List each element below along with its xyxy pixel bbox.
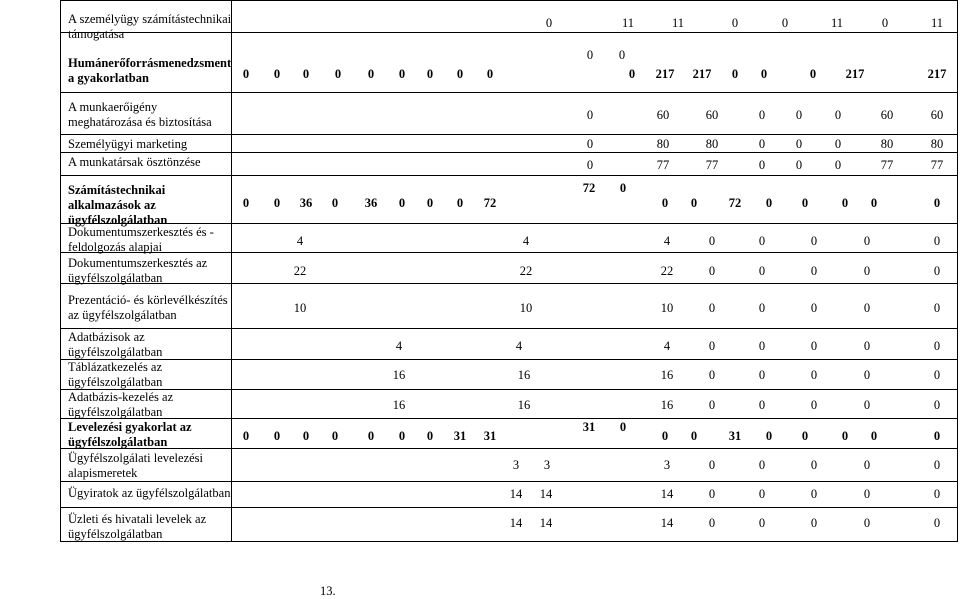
cell-value: 0 [810,458,818,472]
cell-value: 77 [705,158,719,172]
cell-value: 0 [810,339,818,353]
cell-value: 14 [660,516,674,530]
row-label: A munkatársak ösztönzése [68,155,201,169]
cell-value: 60 [930,108,944,122]
cell-value: 3 [543,458,551,472]
cell-value: 0 [708,368,716,382]
cell-value: 0 [586,108,594,122]
cell-value: 0 [273,196,281,210]
table-edge [957,481,958,507]
cell-value: 0 [834,108,842,122]
cell-value: 0 [619,181,627,195]
table-edge [957,252,958,283]
table-edge [957,283,958,328]
cell-value: 3 [663,458,671,472]
cell-value: 0 [302,429,310,443]
cell-value: 0 [273,429,281,443]
row-label: Adatbázis-kezelés az ügyfélszolgálatban [68,390,174,419]
cell-value: 0 [795,108,803,122]
cell-value: 0 [708,398,716,412]
cell-value: 0 [801,196,809,210]
cell-value: 72 [582,181,596,195]
cell-value: 0 [708,339,716,353]
row-label: Számítástechnikai alkalmazások az ügyfélszolgálatban [68,183,168,227]
cell-value: 0 [810,368,818,382]
table-edge [957,328,958,359]
cell-value: 4 [515,339,523,353]
row-label: Levelezési gyakorlat az ügyfélszolgálatban [68,420,192,449]
cell-value: 0 [834,137,842,151]
row-label: Ügyfélszolgálati levelezési alapismeretek [68,451,204,480]
cell-value: 14 [539,487,553,501]
cell-value: 11 [830,16,844,30]
cell-value: 0 [933,516,941,530]
cell-value: 0 [708,516,716,530]
cell-value: 0 [758,137,766,151]
cell-value: 16 [660,398,674,412]
cell-value: 0 [810,398,818,412]
cell-value: 0 [933,196,941,210]
cell-value: 4 [296,234,304,248]
cell-value: 0 [758,398,766,412]
cell-value: 11 [671,16,685,30]
table-edge [957,92,958,134]
cell-value: 0 [933,487,941,501]
cell-value: 0 [586,137,594,151]
row-label: Személyügyi marketing [68,137,188,151]
cell-value: 22 [519,264,533,278]
cell-value: 0 [331,429,339,443]
cell-value: 3 [512,458,520,472]
cell-value: 0 [708,458,716,472]
table-edge [957,152,958,175]
cell-value: 0 [781,16,789,30]
cell-value: 4 [663,339,671,353]
cell-value: 0 [731,67,739,81]
row-label: Dokumentumszerkesztés az ügyfélszolgálatban [68,256,208,285]
cell-value: 0 [863,516,871,530]
page-number: 13. [320,584,336,598]
row-label: Ügyiratok az ügyfélszolgálatban [68,486,231,500]
cell-value: 31 [483,429,497,443]
cell-value: 16 [517,398,531,412]
cell-value: 0 [398,429,406,443]
cell-value: 36 [364,196,378,210]
cell-value: 0 [795,158,803,172]
cell-value: 0 [331,196,339,210]
cell-value: 11 [930,16,944,30]
cell-value: 10 [660,301,674,315]
cell-value: 0 [863,368,871,382]
cell-value: 77 [930,158,944,172]
table-edge [957,134,958,152]
cell-value: 0 [863,398,871,412]
cell-value: 0 [731,16,739,30]
cell-value: 80 [705,137,719,151]
cell-value: 60 [705,108,719,122]
cell-value: 0 [870,429,878,443]
row-label: Táblázatkezelés az ügyfélszolgálatban [68,360,163,389]
cell-value: 0 [628,67,636,81]
row-label: Üzleti és hivatali levelek az ügyfélszolgálatban [68,512,207,541]
cell-value: 31 [453,429,467,443]
cell-value: 217 [845,67,865,81]
cell-value: 0 [810,264,818,278]
cell-value: 4 [522,234,530,248]
cell-value: 4 [663,234,671,248]
table-edge [957,448,958,481]
cell-value: 31 [728,429,742,443]
cell-value: 0 [242,429,250,443]
cell-value: 0 [690,196,698,210]
row-label: Prezentáció- és körlevélkészítés az ügyfélszolgálatban [68,293,228,322]
cell-value: 0 [334,67,342,81]
cell-value: 60 [880,108,894,122]
cell-value: 0 [758,516,766,530]
cell-value: 0 [690,429,698,443]
cell-value: 16 [660,368,674,382]
cell-value: 0 [810,487,818,501]
row-label: A munkaerőigény meghatározása és biztosítása [68,100,212,129]
cell-value: 0 [933,234,941,248]
cell-value: 0 [708,264,716,278]
cell-value: 0 [863,234,871,248]
cell-value: 31 [582,420,596,434]
cell-value: 0 [863,487,871,501]
cell-value: 0 [765,196,773,210]
cell-value: 0 [242,196,250,210]
cell-value: 0 [367,429,375,443]
cell-value: 0 [758,108,766,122]
cell-value: 0 [801,429,809,443]
cell-value: 16 [392,398,406,412]
cell-value: 60 [656,108,670,122]
cell-value: 14 [509,487,523,501]
cell-value: 0 [863,458,871,472]
cell-value: 14 [539,516,553,530]
cell-value: 0 [758,158,766,172]
row-label: Adatbázisok az ügyfélszolgálatban [68,330,163,359]
cell-value: 0 [758,368,766,382]
cell-value: 0 [708,487,716,501]
cell-value: 0 [841,429,849,443]
cell-value: 0 [933,368,941,382]
cell-value: 0 [881,16,889,30]
cell-value: 22 [293,264,307,278]
cell-value: 0 [760,67,768,81]
cell-value: 0 [758,234,766,248]
table-edge [957,418,958,448]
cell-value: 0 [708,234,716,248]
row-label: Dokumentumszerkesztés és -feldolgozás alapjai [68,225,214,254]
cell-value: 0 [933,398,941,412]
cell-value: 4 [395,339,403,353]
cell-value: 0 [456,67,464,81]
cell-value: 11 [621,16,635,30]
cell-value: 0 [426,196,434,210]
cell-value: 0 [273,67,281,81]
cell-value: 0 [870,196,878,210]
cell-value: 16 [392,368,406,382]
table-edge [957,507,958,541]
cell-value: 72 [728,196,742,210]
cell-value: 0 [758,458,766,472]
cell-value: 0 [302,67,310,81]
cell-value: 80 [930,137,944,151]
row-label: A személyügy számítástechnikai támogatása [68,12,232,41]
cell-value: 0 [765,429,773,443]
cell-value: 0 [933,264,941,278]
cell-value: 0 [758,264,766,278]
cell-value: 0 [758,339,766,353]
cell-value: 0 [398,67,406,81]
table-edge [957,1,958,32]
cell-value: 217 [927,67,947,81]
cell-value: 0 [795,137,803,151]
cell-value: 0 [586,48,594,62]
cell-value: 0 [661,196,669,210]
cell-value: 0 [426,429,434,443]
cell-value: 77 [656,158,670,172]
table-edge [957,359,958,389]
cell-value: 0 [810,516,818,530]
cell-value: 80 [656,137,670,151]
cell-value: 0 [834,158,842,172]
cell-value: 14 [509,516,523,530]
cell-value: 0 [863,339,871,353]
cell-value: 0 [863,264,871,278]
cell-value: 36 [299,196,313,210]
cell-value: 0 [863,301,871,315]
table-edge [957,175,958,223]
cell-value: 0 [933,301,941,315]
cell-value: 0 [661,429,669,443]
table-edge [957,389,958,418]
cell-value: 0 [809,67,817,81]
cell-value: 0 [618,48,626,62]
cell-value: 0 [758,487,766,501]
cell-value: 77 [880,158,894,172]
cell-value: 217 [655,67,675,81]
cell-value: 0 [486,67,494,81]
row-label: Humánerőforrásmenedzsment a gyakorlatban [68,56,232,85]
cell-value: 0 [758,301,766,315]
cell-value: 0 [398,196,406,210]
cell-value: 10 [519,301,533,315]
cell-value: 217 [692,67,712,81]
table-edge [957,32,958,92]
cell-value: 0 [426,67,434,81]
cell-value: 0 [586,158,594,172]
cell-value: 0 [545,16,553,30]
cell-value: 0 [367,67,375,81]
cell-value: 0 [810,234,818,248]
cell-value: 0 [242,67,250,81]
cell-value: 72 [483,196,497,210]
cell-value: 0 [619,420,627,434]
cell-value: 16 [517,368,531,382]
cell-value: 14 [660,487,674,501]
cell-value: 10 [293,301,307,315]
cell-value: 80 [880,137,894,151]
table-edge [957,223,958,252]
cell-value: 0 [810,301,818,315]
cell-value: 22 [660,264,674,278]
cell-value: 0 [708,301,716,315]
cell-value: 0 [841,196,849,210]
cell-value: 0 [933,458,941,472]
cell-value: 0 [933,339,941,353]
cell-value: 0 [456,196,464,210]
cell-value: 0 [933,429,941,443]
